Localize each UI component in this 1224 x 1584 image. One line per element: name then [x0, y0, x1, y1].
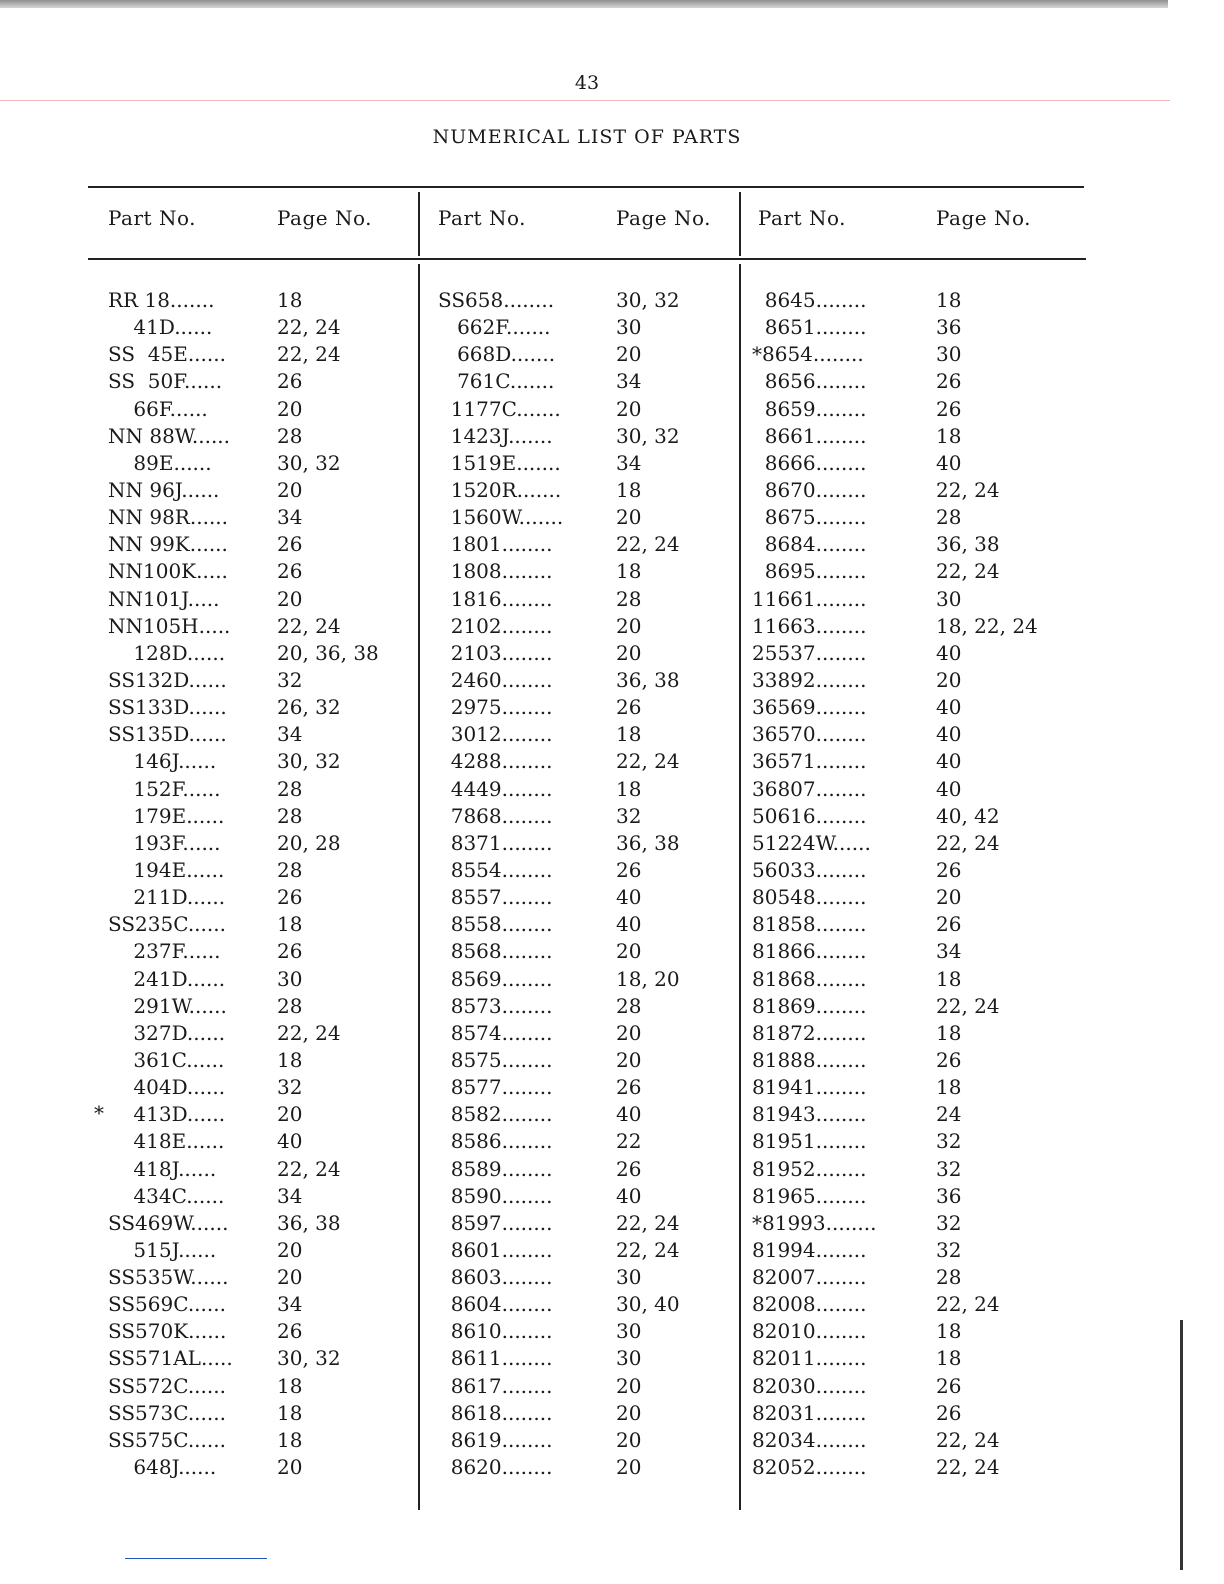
page-number-ref: 28	[277, 993, 303, 1018]
page-number-ref: 18	[616, 477, 642, 502]
page-number-ref: 30	[616, 1346, 642, 1371]
page-number-ref: 28	[936, 505, 962, 530]
part-number: 82030........	[752, 1373, 867, 1398]
part-number: 81869........	[752, 993, 867, 1018]
part-number: 291W......	[108, 993, 227, 1018]
part-number: 128D......	[108, 640, 226, 665]
page-number-ref: 18	[936, 1346, 962, 1371]
part-number: 81858........	[752, 912, 867, 937]
page-number-ref: 22, 24	[936, 559, 1000, 584]
page-number-ref: 30	[277, 966, 303, 991]
part-number: 1520R.......	[438, 477, 562, 502]
page-number-ref: 18	[277, 288, 303, 312]
part-number: SS535W......	[108, 1265, 229, 1290]
part-number: SS571AL.....	[108, 1346, 233, 1371]
header-rule	[0, 100, 1170, 101]
column-divider-1	[418, 264, 420, 1510]
page-number-ref: 22, 24	[616, 1210, 680, 1235]
part-number: 82007........	[752, 1265, 867, 1290]
part-number: 81868........	[752, 966, 867, 991]
page-number-ref: 22, 24	[277, 315, 341, 340]
page-number-ref: 20	[616, 1047, 642, 1072]
part-number: 50616........	[752, 803, 867, 828]
page-number-ref: 20, 28	[277, 830, 341, 855]
page-number-ref: 32	[936, 1156, 962, 1181]
part-number: 4288........	[438, 749, 553, 774]
part-number: 2460........	[438, 667, 553, 692]
part-number: 8582........	[438, 1102, 553, 1127]
page-number-ref: 22, 24	[936, 1455, 1000, 1480]
page-number-ref: 32	[936, 1129, 962, 1154]
page-number-ref: 36, 38	[277, 1210, 341, 1235]
asterisk-mark: *	[94, 1101, 104, 1125]
part-number: 8558........	[438, 912, 553, 937]
part-number: *81993........	[752, 1210, 877, 1235]
part-number: 4449........	[438, 776, 553, 801]
part-number: 211D......	[108, 885, 226, 910]
page-number-ref: 22, 24	[616, 749, 680, 774]
page-number-ref: 28	[277, 803, 303, 828]
part-number: 11661........	[752, 586, 867, 611]
part-number: 51224W......	[752, 830, 871, 855]
part-number: 81994........	[752, 1237, 867, 1262]
page-number-ref: 18, 20	[616, 966, 680, 991]
page-number-ref: 20	[616, 1427, 642, 1452]
part-number: 8619........	[438, 1427, 553, 1452]
part-number: 8586........	[438, 1129, 553, 1154]
part-number: 8617........	[438, 1373, 553, 1398]
part-number: 36570........	[752, 722, 867, 747]
part-number: 1519E.......	[438, 450, 561, 475]
page-number-ref: 20	[616, 505, 642, 530]
part-number: 81951........	[752, 1129, 867, 1154]
part-number: 8577........	[438, 1075, 553, 1100]
part-number: 241D......	[108, 966, 226, 991]
page-number-ref: 18	[277, 912, 303, 937]
page-number-ref: 30, 40	[616, 1292, 680, 1317]
page-number-ref: 28	[616, 586, 642, 611]
part-number: 81943........	[752, 1102, 867, 1127]
part-number: 1423J.......	[438, 423, 553, 448]
page-number-ref: 40	[616, 912, 642, 937]
part-number: SS569C......	[108, 1292, 226, 1317]
page-number-ref: 20	[277, 586, 303, 611]
part-number: 36807........	[752, 776, 867, 801]
part-number: SS 50F......	[108, 369, 223, 394]
page-number-ref: 28	[277, 423, 303, 448]
part-number: SS135D......	[108, 722, 227, 747]
part-number: 8601........	[438, 1237, 553, 1262]
page-number-ref: 28	[616, 993, 642, 1018]
part-number: 1808........	[438, 559, 553, 584]
table-top-rule	[88, 186, 1084, 188]
part-number: 2975........	[438, 695, 553, 720]
page-number-ref: 22, 24	[277, 1156, 341, 1181]
part-number: 648J......	[108, 1455, 217, 1480]
column-divider-header-1	[418, 192, 420, 256]
page-number-ref: 26	[277, 559, 303, 584]
page-number-ref: 28	[277, 776, 303, 801]
page-number-ref: 18	[616, 722, 642, 747]
page-number-ref: 32	[277, 667, 303, 692]
part-number: NN 98R......	[108, 505, 229, 530]
page-number-ref: 20	[616, 613, 642, 638]
part-number: 8611........	[438, 1346, 553, 1371]
page-number-ref: 40	[936, 695, 962, 720]
part-number: 152F......	[108, 776, 221, 801]
part-number: 8604........	[438, 1292, 553, 1317]
part-number: 36569........	[752, 695, 867, 720]
part-number: 237F......	[108, 939, 221, 964]
part-number: 81941........	[752, 1075, 867, 1100]
part-number: 8645........	[752, 288, 867, 312]
part-number: RR 18.......	[108, 288, 215, 312]
page-number-ref: 20	[277, 1265, 303, 1290]
page-number-ref: 26	[277, 532, 303, 557]
page-number-ref: 20, 36, 38	[277, 640, 379, 665]
page-number-ref: 22, 24	[616, 532, 680, 557]
part-number: SS235C......	[108, 912, 226, 937]
page-number-ref: 22, 24	[936, 1427, 1000, 1452]
part-number: NN101J.....	[108, 586, 220, 611]
page-number-ref: 20	[616, 1020, 642, 1045]
part-number: SS 45E......	[108, 342, 226, 367]
page-number-ref: 40	[616, 1183, 642, 1208]
page-number-ref: 22, 24	[936, 477, 1000, 502]
page-number-ref: 26	[616, 695, 642, 720]
page-number-ref: 40, 42	[936, 803, 1000, 828]
part-number: 8574........	[438, 1020, 553, 1045]
part-number: 1177C.......	[438, 396, 561, 421]
page-number-ref: 20	[936, 667, 962, 692]
page-number-ref: 36	[936, 315, 962, 340]
page-number-ref: 40	[936, 776, 962, 801]
page-number-ref: 28	[277, 857, 303, 882]
page-number-ref: 36, 38	[616, 830, 680, 855]
part-number: 8590........	[438, 1183, 553, 1208]
page-number-ref: 18	[277, 1400, 303, 1425]
part-number: 82008........	[752, 1292, 867, 1317]
part-number: 2102........	[438, 613, 553, 638]
page-number-ref: 36, 38	[936, 532, 1000, 557]
page-number-ref: 22, 24	[616, 1237, 680, 1262]
column-divider-header-2	[739, 192, 741, 256]
page-number-ref: 40	[936, 722, 962, 747]
page-number-ref: 30	[616, 315, 642, 340]
header-page-no-3: Page No.	[936, 206, 1032, 230]
page-number-ref: 20	[616, 396, 642, 421]
part-number: 327D......	[108, 1020, 226, 1045]
page-number-ref: 40	[616, 885, 642, 910]
part-number: 8573........	[438, 993, 553, 1018]
part-number: NN100K.....	[108, 559, 228, 584]
page-number-ref: 18	[936, 1075, 962, 1100]
part-number: 668D.......	[438, 342, 556, 367]
page-number-ref: 20	[277, 1237, 303, 1262]
header-page-no-2: Page No.	[616, 206, 712, 230]
part-number: 8371........	[438, 830, 553, 855]
header-page-no-1: Page No.	[277, 206, 373, 230]
page-number-ref: 30, 32	[616, 423, 680, 448]
part-number: 8554........	[438, 857, 553, 882]
part-number: 82034........	[752, 1427, 867, 1452]
part-number: 418J......	[108, 1156, 217, 1181]
page-number-ref: 34	[616, 369, 642, 394]
part-number: 8659........	[752, 396, 867, 421]
page-number-ref: 40	[616, 1102, 642, 1127]
page-number-ref: 30, 32	[277, 1346, 341, 1371]
page-number: 43	[574, 72, 600, 94]
table-header-rule	[88, 258, 1086, 260]
page-number-ref: 36	[936, 1183, 962, 1208]
page-number-ref: 26	[936, 912, 962, 937]
page-number-ref: 20	[616, 1400, 642, 1425]
part-number: 194E......	[108, 857, 225, 882]
page-number-ref: 40	[277, 1129, 303, 1154]
page-number-ref: 18	[936, 1319, 962, 1344]
part-number: 193F......	[108, 830, 221, 855]
part-number: 82031........	[752, 1400, 867, 1425]
page-number-ref: 32	[936, 1237, 962, 1262]
part-number: 25537........	[752, 640, 867, 665]
page-number-ref: 22	[616, 1129, 642, 1154]
page-number-ref: 26	[277, 1319, 303, 1344]
part-number: 404D......	[108, 1075, 226, 1100]
page-number-ref: 30, 32	[277, 749, 341, 774]
part-number: 1816........	[438, 586, 553, 611]
page-number-ref: 34	[277, 722, 303, 747]
part-number: 11663........	[752, 613, 867, 638]
part-number: 82011........	[752, 1346, 867, 1371]
part-number: 8589........	[438, 1156, 553, 1181]
page-number-ref: 26	[616, 1075, 642, 1100]
part-number: SS572C......	[108, 1373, 226, 1398]
page-number-ref: 18	[616, 559, 642, 584]
part-number: 36571........	[752, 749, 867, 774]
part-number: 89E......	[108, 450, 212, 475]
part-number: 8675........	[752, 505, 867, 530]
page-number-ref: 20	[277, 477, 303, 502]
part-number: 82052........	[752, 1455, 867, 1480]
page-number-ref: 20	[616, 939, 642, 964]
page-number-ref: 30	[936, 342, 962, 367]
part-number: 418E......	[108, 1129, 225, 1154]
part-number: 413D......	[108, 1102, 226, 1127]
page-number-ref: 20	[616, 640, 642, 665]
page-number-ref: 30	[616, 1265, 642, 1290]
page-number-ref: 26	[936, 1400, 962, 1425]
page-number-ref: 36, 38	[616, 667, 680, 692]
page-number-ref: 22, 24	[277, 613, 341, 638]
page-number-ref: 34	[277, 1292, 303, 1317]
header-part-no-1: Part No.	[108, 206, 196, 230]
part-number: 8684........	[752, 532, 867, 557]
page-number-ref: 18	[277, 1047, 303, 1072]
part-number: 8670........	[752, 477, 867, 502]
part-number: 8569........	[438, 966, 553, 991]
page-number-ref: 22, 24	[277, 342, 341, 367]
page-number-ref: 32	[616, 803, 642, 828]
page-number-ref: 40	[936, 640, 962, 665]
page-number-ref: 30, 32	[616, 288, 680, 312]
page-number-ref: 18	[936, 966, 962, 991]
page-number-ref: 18	[936, 423, 962, 448]
part-number: 761C.......	[438, 369, 555, 394]
part-number: 2103........	[438, 640, 553, 665]
page-number-ref: 26	[936, 857, 962, 882]
part-number: 8620........	[438, 1455, 553, 1480]
part-number: 8610........	[438, 1319, 553, 1344]
page-number-ref: 24	[936, 1102, 962, 1127]
page-number-ref: 34	[277, 505, 303, 530]
page-number-ref: 32	[936, 1210, 962, 1235]
page-number-ref: 18	[277, 1427, 303, 1452]
page-number-ref: 26	[936, 1047, 962, 1072]
page-number-ref: 18, 22, 24	[936, 613, 1038, 638]
page-number-ref: 20	[277, 396, 303, 421]
page-number-ref: 26	[277, 885, 303, 910]
part-number: SS133D......	[108, 695, 227, 720]
part-number: 8597........	[438, 1210, 553, 1235]
page-number-ref: 20	[936, 885, 962, 910]
page-number-ref: 18	[936, 1020, 962, 1045]
page-number-ref: 34	[616, 450, 642, 475]
footer-rule	[125, 1558, 267, 1559]
part-number: 81965........	[752, 1183, 867, 1208]
part-number: SS132D......	[108, 667, 227, 692]
part-number: 662F.......	[438, 315, 551, 340]
header-part-no-3: Part No.	[758, 206, 846, 230]
page-number-ref: 26, 32	[277, 695, 341, 720]
part-number: 82010........	[752, 1319, 867, 1344]
header-part-no-2: Part No.	[438, 206, 526, 230]
part-number: 1560W.......	[438, 505, 564, 530]
page-number-ref: 30, 32	[277, 450, 341, 475]
part-number: NN105H.....	[108, 613, 231, 638]
page-number-ref: 26	[616, 857, 642, 882]
part-number: 8575........	[438, 1047, 553, 1072]
page-number-ref: 26	[616, 1156, 642, 1181]
part-number: 1801........	[438, 532, 553, 557]
part-number: SS469W......	[108, 1210, 229, 1235]
page-number-ref: 26	[936, 1373, 962, 1398]
page-number-ref: 20	[277, 1102, 303, 1127]
page-number-ref: 34	[936, 939, 962, 964]
part-number: 8568........	[438, 939, 553, 964]
page-title: NUMERICAL LIST OF PARTS	[432, 126, 742, 148]
part-number: 56033........	[752, 857, 867, 882]
part-number: 41D......	[108, 315, 213, 340]
part-number: 8695........	[752, 559, 867, 584]
part-number: SS573C......	[108, 1400, 226, 1425]
page-number-ref: 40	[936, 450, 962, 475]
part-number: 8656........	[752, 369, 867, 394]
part-number: 361C......	[108, 1047, 225, 1072]
page-number-ref: 26	[936, 369, 962, 394]
part-number: 8618........	[438, 1400, 553, 1425]
scan-edge-right	[1180, 1320, 1183, 1570]
part-number: 8651........	[752, 315, 867, 340]
page-number-ref: 26	[277, 939, 303, 964]
page-number-ref: 34	[277, 1183, 303, 1208]
page-number-ref: 18	[616, 776, 642, 801]
page-number-ref: 20	[616, 342, 642, 367]
part-number: 81888........	[752, 1047, 867, 1072]
part-number: SS575C......	[108, 1427, 226, 1452]
page-number-ref: 30	[936, 586, 962, 611]
column-divider-2	[739, 264, 741, 1510]
part-number: 146J......	[108, 749, 217, 774]
part-number: 8603........	[438, 1265, 553, 1290]
page-number-ref: 22, 24	[936, 993, 1000, 1018]
part-number: 81866........	[752, 939, 867, 964]
page-number-ref: 28	[936, 1265, 962, 1290]
page-number-ref: 40	[936, 749, 962, 774]
part-number: 81952........	[752, 1156, 867, 1181]
part-number: 7868........	[438, 803, 553, 828]
page-number-ref: 20	[616, 1455, 642, 1480]
page-number-ref: 22, 24	[936, 830, 1000, 855]
part-number: 8557........	[438, 885, 553, 910]
part-number: 515J......	[108, 1237, 217, 1262]
page-number-ref: 26	[277, 369, 303, 394]
page-number-ref: 20	[277, 1455, 303, 1480]
page-number-ref: 22, 24	[277, 1020, 341, 1045]
part-number: 8661........	[752, 423, 867, 448]
part-number: 434C......	[108, 1183, 225, 1208]
part-number: 81872........	[752, 1020, 867, 1045]
part-number: 3012........	[438, 722, 553, 747]
part-number: 80548........	[752, 885, 867, 910]
part-number: 8666........	[752, 450, 867, 475]
page-number-ref: 18	[277, 1373, 303, 1398]
page-number-ref: 30	[616, 1319, 642, 1344]
page-number-ref: 26	[936, 396, 962, 421]
part-number: SS658........	[438, 288, 555, 312]
page-number-ref: 20	[616, 1373, 642, 1398]
part-number: SS570K......	[108, 1319, 227, 1344]
scan-edge-top	[0, 0, 1168, 8]
part-number: 66F......	[108, 396, 208, 421]
page-number-ref: 22, 24	[936, 1292, 1000, 1317]
part-number: 179E......	[108, 803, 225, 828]
page-number-ref: 32	[277, 1075, 303, 1100]
part-number: 33892........	[752, 667, 867, 692]
page-number-ref: 18	[936, 288, 962, 312]
part-number: *8654........	[752, 342, 864, 367]
part-number: NN 99K......	[108, 532, 228, 557]
part-number: NN 88W......	[108, 423, 231, 448]
part-number: NN 96J......	[108, 477, 220, 502]
